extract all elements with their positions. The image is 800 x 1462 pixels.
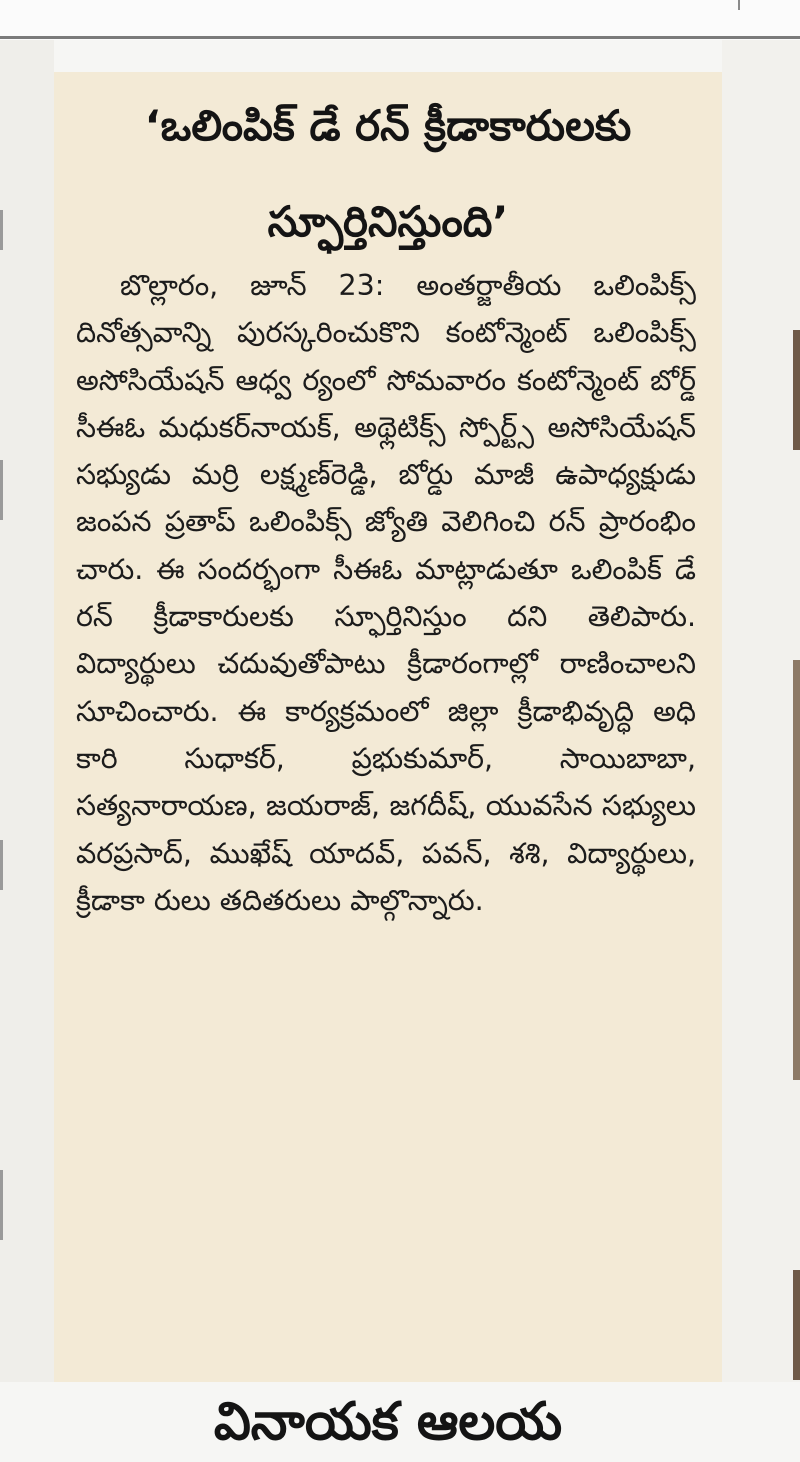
article-body: బొల్లారం, జూన్ 23: అంతర్జాతీయ ఒలింపిక్స్ దినోత్సవాన్ని పురస్కరించుకొని కంటోన్మెంట్ ఒలింపిక్స్ అసోసియేషన్ ఆధ్వ ర్యంలో సోమవారం కంటోన్మెంట్ బోర్డ్ సీఈఓ మధుకర్‌నాయక్, అథ్లెటిక్స్ స్పోర్ట్స్ అసోసియేషన్ సభ్యుడు మర్రి లక్ష్మణ్‌రెడ్డి, బోర్డు మాజీ ఉపాధ్యక్షుడు జంపన ప్రతాప్ ఒలింపిక్స్ జ్యోతి వెలిగించి రన్ ప్రారంభిం చారు. ఈ సందర్భంగా సీఈఓ మాట్లాడుతూ ఒలింపిక్ డే రన్ క్రీడాకారులకు స్ఫూర్తినిస్తుం దని తెలిపారు. విద్యార్థులు చదువుతోపాటు క్రీడారంగాల్లో రాణించాలని సూచించారు. ఈ కార్యక్రమంలో జిల్లా క్రీడాభివృద్ధి అధి కారి సుధాకర్, ప్రభుకుమార్, సాయిబాబా, సత్యనారాయణ, జయరాజ్, జగదీష్, యువసేన సభ్యులు వరప్రసాద్, ముఖేష్ యాదవ్, పవన్, శశి, విద్యార్థులు, క్రీడాకా రులు తదితరులు పాల్గొన్నారు. xyxy=(76,269,696,917)
left-edge-mark xyxy=(0,460,3,520)
news-article xyxy=(54,72,722,1452)
page-top-margin xyxy=(0,0,800,40)
left-edge-mark xyxy=(0,840,3,890)
adjacent-photo-edge xyxy=(793,660,800,1080)
adjacent-photo-edge xyxy=(793,330,800,450)
right-column-edge xyxy=(722,40,800,1382)
left-column-edge xyxy=(0,40,54,1382)
top-divider xyxy=(0,36,800,39)
next-article-headline: వినాయక ఆలయ xyxy=(213,1392,563,1452)
adjacent-photo-edge xyxy=(793,1270,800,1380)
left-edge-mark xyxy=(0,1170,3,1240)
article-headline-line-1: ‘ఒలింపిక్ డే రన్ క్రీడాకారులకు xyxy=(144,101,632,150)
left-edge-mark xyxy=(0,210,3,250)
article-headline-line-2: స్ఫూర్తినిస్తుంది’ xyxy=(267,197,509,246)
top-edge-mark xyxy=(738,0,740,10)
